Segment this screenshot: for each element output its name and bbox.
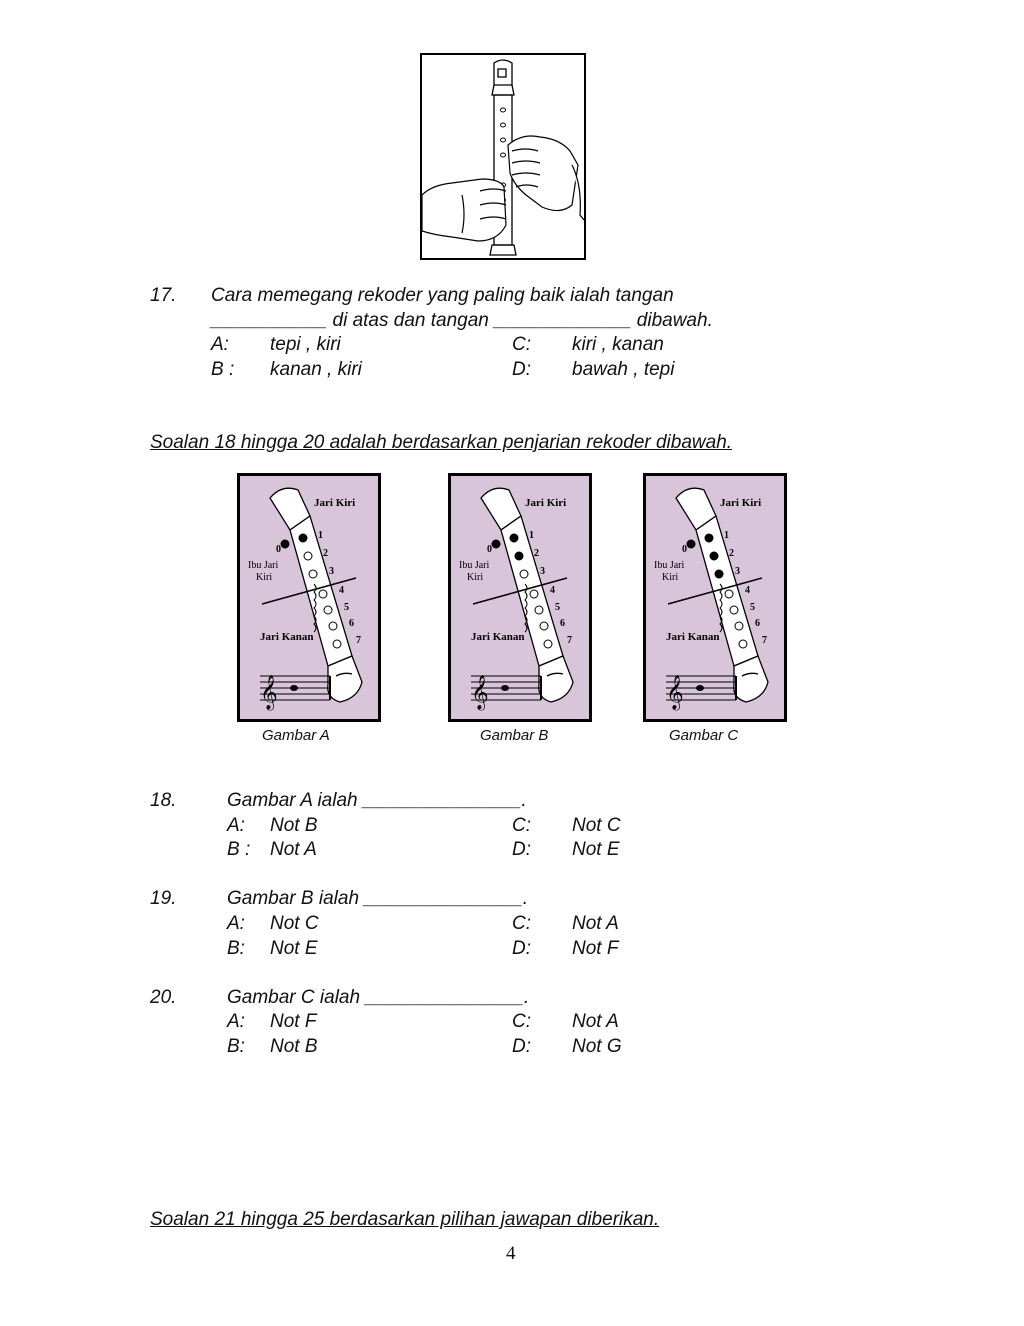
hole-number-7: 7 [567, 635, 572, 646]
hole-1 [705, 534, 713, 542]
note-head [501, 685, 509, 691]
hole-number-1: 1 [724, 530, 729, 541]
treble-clef-icon: 𝄞 [471, 675, 489, 710]
fingering-chart-a [237, 473, 381, 722]
question-19-stem: Gambar B ialah _______________. [227, 888, 529, 909]
section-heading-21-25: Soalan 21 hingga 25 berdasarkan pilihan jawapan diberikan. [150, 1209, 660, 1230]
q18-option-c-text: Not C [572, 815, 621, 836]
hole-number-4: 4 [550, 585, 555, 596]
hole-number-3: 3 [735, 566, 740, 577]
note-head [696, 685, 704, 691]
q20-option-c-key: C: [512, 1011, 531, 1032]
label-left-hand: Jari Kiri [314, 497, 356, 509]
q19-option-d-text: Not F [572, 938, 619, 959]
q18-option-d-key: D: [512, 839, 531, 860]
hole-0 [687, 540, 695, 548]
hole-3 [520, 570, 528, 578]
label-thumb-line-2: Kiri [662, 572, 679, 583]
note-head [290, 685, 298, 691]
hole-number-4: 4 [339, 585, 344, 596]
q17-option-c-text: kiri , kanan [572, 334, 664, 355]
hole-2 [515, 552, 523, 560]
section-heading-18-20: Soalan 18 hingga 20 adalah berdasarkan penjarian rekoder dibawah. [150, 432, 733, 453]
question-20-stem: Gambar C ialah _______________. [227, 987, 530, 1008]
q17-option-c-key: C: [512, 334, 531, 355]
q19-option-d-key: D: [512, 938, 531, 959]
q20-option-b-key: B: [227, 1036, 245, 1057]
question-17-line-2: ___________ di atas dan tangan _____________ dibawah. [211, 310, 713, 331]
q20-option-c-text: Not A [572, 1011, 619, 1032]
page-number: 4 [506, 1243, 516, 1264]
hole-5 [535, 606, 543, 614]
caption-gambar-a: Gambar A [262, 727, 330, 744]
hole-0 [492, 540, 500, 548]
q19-option-c-text: Not A [572, 913, 619, 934]
hole-5 [730, 606, 738, 614]
hole-5 [324, 606, 332, 614]
hole-number-0: 0 [276, 544, 281, 555]
hole-6 [329, 622, 337, 630]
question-18-number: 18. [150, 790, 177, 811]
label-left-hand: Jari Kiri [525, 497, 567, 509]
hole-1 [510, 534, 518, 542]
hole-number-6: 6 [349, 618, 354, 629]
q19-option-b-text: Not E [270, 938, 318, 959]
hole-0 [281, 540, 289, 548]
hole-4 [725, 590, 733, 598]
hole-number-6: 6 [560, 618, 565, 629]
hole-number-2: 2 [729, 548, 734, 559]
hole-number-3: 3 [540, 566, 545, 577]
question-18-stem: Gambar A ialah _______________. [227, 790, 527, 811]
hole-3 [309, 570, 317, 578]
hole-number-5: 5 [344, 602, 349, 613]
label-thumb-line-1: Ibu Jari [459, 560, 490, 571]
q20-option-b-text: Not B [270, 1036, 318, 1057]
hole-number-2: 2 [323, 548, 328, 559]
hole-number-1: 1 [529, 530, 534, 541]
hole-number-7: 7 [762, 635, 767, 646]
treble-clef-icon: 𝄞 [666, 675, 684, 710]
hole-number-2: 2 [534, 548, 539, 559]
question-17-line-1: Cara memegang rekoder yang paling baik ialah tangan [211, 285, 674, 306]
q17-option-a-key: A: [211, 334, 229, 355]
label-thumb-line-1: Ibu Jari [654, 560, 685, 571]
hole-number-0: 0 [487, 544, 492, 555]
label-right-hand: Jari Kanan [260, 631, 314, 643]
q19-option-a-key: A: [227, 913, 245, 934]
q20-option-a-key: A: [227, 1011, 245, 1032]
caption-gambar-b: Gambar B [480, 727, 549, 744]
label-right-hand: Jari Kanan [666, 631, 720, 643]
q18-option-d-text: Not E [572, 839, 620, 860]
hole-7 [333, 640, 341, 648]
q18-option-b-key: B : [227, 839, 251, 860]
hole-number-3: 3 [329, 566, 334, 577]
hole-number-0: 0 [682, 544, 687, 555]
hole-number-5: 5 [750, 602, 755, 613]
q17-option-b-key: B : [211, 359, 235, 380]
hole-number-4: 4 [745, 585, 750, 596]
q19-option-c-key: C: [512, 913, 531, 934]
hole-4 [319, 590, 327, 598]
q20-option-d-text: Not G [572, 1036, 622, 1057]
hole-3 [715, 570, 723, 578]
q17-option-b-text: kanan , kiri [270, 359, 362, 380]
hole-7 [544, 640, 552, 648]
label-right-hand: Jari Kanan [471, 631, 525, 643]
q18-option-b-text: Not A [270, 839, 317, 860]
hole-6 [735, 622, 743, 630]
q19-option-a-text: Not C [270, 913, 319, 934]
recorder-holding-illustration [420, 53, 586, 260]
caption-gambar-c: Gambar C [669, 727, 739, 744]
hole-number-5: 5 [555, 602, 560, 613]
hole-4 [530, 590, 538, 598]
question-17-number: 17. [150, 285, 177, 306]
hole-2 [304, 552, 312, 560]
q18-option-a-text: Not B [270, 815, 318, 836]
hole-number-1: 1 [318, 530, 323, 541]
q20-option-a-text: Not F [270, 1011, 317, 1032]
label-thumb-line-2: Kiri [256, 572, 273, 583]
question-20-number: 20. [150, 987, 177, 1008]
q20-option-d-key: D: [512, 1036, 531, 1057]
hole-number-6: 6 [755, 618, 760, 629]
question-19-number: 19. [150, 888, 177, 909]
q17-option-d-key: D: [512, 359, 531, 380]
label-left-hand: Jari Kiri [720, 497, 762, 509]
q17-option-d-text: bawah , tepi [572, 359, 675, 380]
treble-clef-icon: 𝄞 [260, 675, 278, 710]
q18-option-a-key: A: [227, 815, 245, 836]
fingering-chart-c [643, 473, 787, 722]
fingering-chart-b [448, 473, 592, 722]
q17-option-a-text: tepi , kiri [270, 334, 341, 355]
label-thumb-line-1: Ibu Jari [248, 560, 279, 571]
hole-number-7: 7 [356, 635, 361, 646]
hole-7 [739, 640, 747, 648]
label-thumb-line-2: Kiri [467, 572, 484, 583]
q18-option-c-key: C: [512, 815, 531, 836]
q19-option-b-key: B: [227, 938, 245, 959]
hole-1 [299, 534, 307, 542]
hole-6 [540, 622, 548, 630]
hole-2 [710, 552, 718, 560]
